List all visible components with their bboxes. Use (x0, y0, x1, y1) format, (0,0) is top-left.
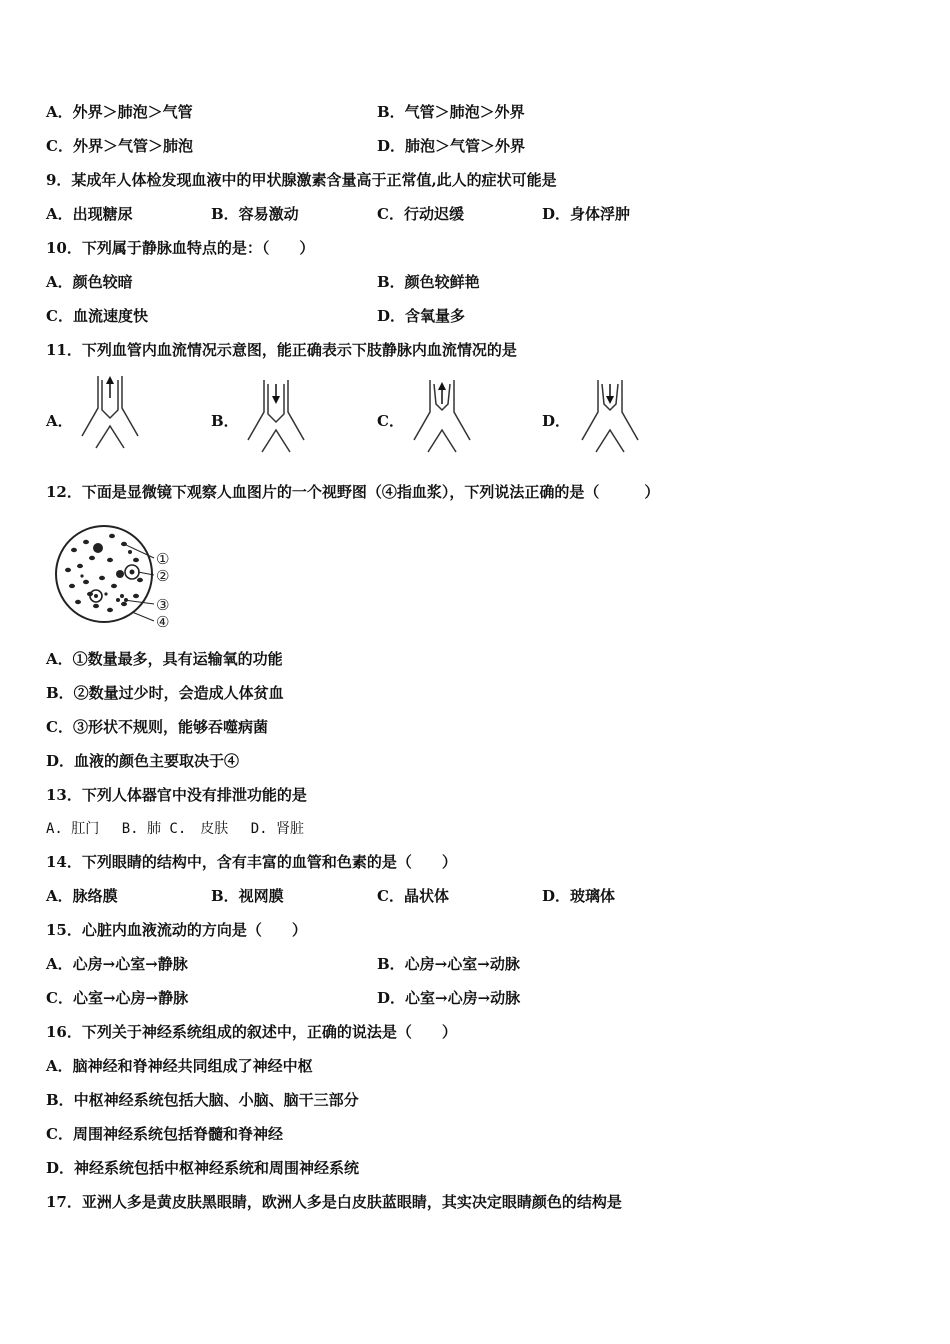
q9-stem: 9．某成年人体检发现血液中的甲状腺激素含量高于正常值,此人的症状可能是 (46, 171, 557, 189)
q16-stem: 16．下列关于神经系统组成的叙述中，正确的说法是（ ） (46, 1023, 457, 1041)
q11-option-c-label: C． (377, 412, 404, 430)
q10-option-b: B．颜色较鲜艳 (377, 273, 480, 291)
q11-stem: 11．下列血管内血流情况示意图，能正确表示下肢静脉内血流情况的是 (46, 341, 517, 359)
q12-option-a: A．①数量最多，具有运输氧的功能 (46, 650, 283, 668)
q12-stem: 12．下面是显微镜下观察人血图片的一个视野图（④指血浆），下列说法正确的是（ ） (46, 483, 660, 501)
q14-stem: 14．下列眼睛的结构中，含有丰富的血管和色素的是（ ） (46, 853, 457, 871)
q10-option-c: C．血流速度快 (46, 307, 148, 325)
q12-marker-2: ② (156, 567, 170, 585)
q13-options: A. 肛门 B. 肺 C. 皮肤 D. 肾脏 (46, 821, 305, 837)
q15-option-c: C．心室→心房→静脉 (46, 989, 189, 1007)
q9-option-b: B．容易激动 (211, 205, 299, 223)
q15-option-a: A．心房→心室→静脉 (46, 955, 188, 973)
q10-option-a: A．颜色较暗 (46, 273, 133, 291)
q14-option-b: B．视网膜 (211, 887, 284, 905)
q12-marker-1: ① (156, 550, 170, 568)
q8-option-c: C．外界＞气管＞肺泡 (46, 137, 193, 155)
q14-option-a: A．脉络膜 (46, 887, 118, 905)
q10-option-d: D．含氧量多 (377, 307, 466, 325)
q15-stem: 15．心脏内血液流动的方向是（ ） (46, 921, 307, 939)
q8-option-d: D．肺泡＞气管＞外界 (377, 137, 526, 155)
q16-option-c: C．周围神经系统包括脊髓和脊神经 (46, 1125, 283, 1143)
q15-option-b: B．心房→心室→动脉 (377, 955, 520, 973)
q13-stem: 13．下列人体器官中没有排泄功能的是 (46, 786, 307, 804)
q9-option-a: A．出现糖尿 (46, 205, 133, 223)
q16-option-a: A．脑神经和脊神经共同组成了神经中枢 (46, 1057, 313, 1075)
q17-stem: 17．亚洲人多是黄皮肤黑眼睛，欧洲人多是白皮肤蓝眼睛，其实决定眼睛颜色的结构是 (46, 1193, 622, 1211)
q11-vessel-diagram-d (578, 378, 642, 454)
q12-marker-3: ③ (156, 596, 170, 614)
q15-option-d: D．心室→心房→动脉 (377, 989, 521, 1007)
q14-option-c: C．晶状体 (377, 887, 449, 905)
q12-marker-4: ④ (156, 613, 170, 631)
q12-option-d: D．血液的颜色主要取决于④ (46, 752, 240, 770)
q11-vessel-diagram-c (410, 378, 474, 454)
q11-vessel-diagram-b (244, 378, 308, 454)
q12-option-c: C．③形状不规则，能够吞噬病菌 (46, 718, 268, 736)
q11-option-b-label: B． (211, 412, 239, 430)
q10-stem: 10．下列属于静脉血特点的是：（ ） (46, 239, 315, 257)
q9-option-c: C．行动迟缓 (377, 205, 464, 223)
q8-option-a: A．外界＞肺泡＞气管 (46, 103, 193, 121)
q11-option-a-label: A． (46, 412, 73, 430)
q12-blood-smear-diagram (52, 520, 182, 632)
q8-option-b: B．气管＞肺泡＞外界 (377, 103, 525, 121)
q16-option-b: B．中枢神经系统包括大脑、小脑、脑干三部分 (46, 1091, 359, 1109)
q14-option-d: D．玻璃体 (542, 887, 616, 905)
q11-option-d-label: D． (542, 412, 571, 430)
q12-option-b: B．②数量过少时，会造成人体贫血 (46, 684, 284, 702)
q9-option-d: D．身体浮肿 (542, 205, 631, 223)
q11-vessel-diagram-a (78, 374, 142, 450)
q16-option-d: D．神经系统包括中枢神经系统和周围神经系统 (46, 1159, 360, 1177)
